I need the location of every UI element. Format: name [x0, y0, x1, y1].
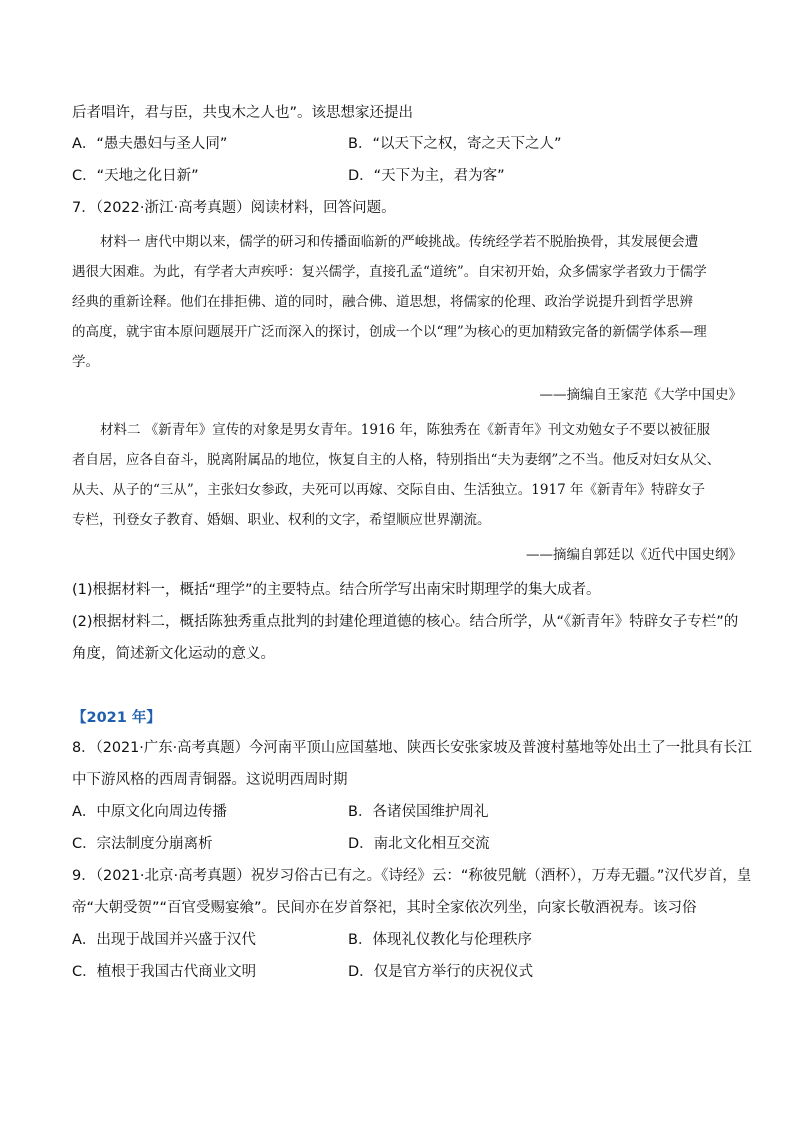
q7-sub-question-1: (1)根据材料一，概括“理学”的主要特点。结合所学写出南宋时期理学的集大成者。	[72, 582, 601, 598]
q7-material-1-source: ——摘编自王家范《大学中国史》	[539, 387, 742, 403]
q9-stem-line-2: 帝“大朝受贺”“百官受赐宴飨”。民间亦在岁首祭祀，其时全家依次列坐，向家长敬酒祝寿。该习俗	[72, 900, 697, 916]
q7-stem: 7．（2022·浙江·高考真题）阅读材料，回答问题。	[72, 200, 396, 216]
q9-option-b[interactable]: B．体现礼仪教化与伦理秩序	[348, 932, 532, 948]
q8-option-b[interactable]: B．各诸侯国维护周礼	[348, 804, 489, 820]
q8-option-c[interactable]: C．宗法制度分崩离析	[72, 836, 213, 852]
q8-option-d[interactable]: D．南北文化相互交流	[348, 836, 490, 852]
q9-stem-line-1: 9．（2021·北京·高考真题）祝岁习俗古已有之。《诗经》云：“称彼兕觥（酒杯），万寿无疆。”汉代岁首，皇	[72, 868, 752, 884]
q7-material-2-line-3: 从夫、从子的“三从”，主张妇女参政，夫死可以再嫁、交际自由、生活独立。1917 年《新青年》特辟女子	[72, 482, 705, 498]
q7-material-1-line-2: 遇很大困难。为此，有学者大声疾呼：复兴儒学，直接孔孟“道统”。自宋初开始，众多儒家学者致力于儒学	[72, 264, 707, 280]
q7-material-1-line-5: 学。	[72, 354, 99, 370]
q7-material-2-line-4: 专栏，刊登女子教育、婚姻、职业、权利的文字，希望顺应世界潮流。	[72, 512, 491, 528]
q6-option-a[interactable]: A．“愚夫愚妇与圣人同”	[72, 136, 228, 152]
q7-material-2-line-2: 者自居，应各自奋斗，脱离附属品的地位，恢复自主的人格，特别指出“夫为妻纲”之不当。他反对妇女从父、	[72, 452, 721, 468]
q8-stem-line-1: 8．（2021·广东·高考真题）今河南平顶山应国墓地、陕西长安张家坡及普渡村墓地等处出土了一批具有长江	[72, 740, 752, 756]
q6-option-b[interactable]: B．“以天下之权，寄之天下之人”	[348, 136, 562, 152]
section-year-2021: 【2021 年】	[72, 710, 161, 726]
q9-option-c[interactable]: C．植根于我国古代商业文明	[72, 964, 257, 980]
q7-material-1-line-3: 经典的重新诠释。他们在排拒佛、道的同时，融合佛、道思想，将儒家的伦理、政治学说提升到哲学思辨	[72, 294, 693, 310]
q7-sub-question-2-line-2: 角度，简述新文化运动的意义。	[72, 646, 275, 662]
q6-option-d[interactable]: D．“天下为主，君为客”	[348, 168, 505, 184]
q6-stem-continuation: 后者唱许，君与臣，共曳木之人也”。该思想家还提出	[72, 105, 414, 121]
q7-material-2-source: ——摘编自郭廷以《近代中国史纲》	[526, 547, 742, 563]
q6-option-c[interactable]: C．“天地之化日新”	[72, 168, 199, 184]
q8-option-a[interactable]: A．中原文化向周边传播	[72, 804, 227, 820]
q7-material-2-line-1: 材料二 《新青年》宣传的对象是男女青年。1916 年，陈独秀在《新青年》刊文劝勉女子不要以被征服	[100, 422, 710, 438]
q7-material-1-line-1: 材料一 唐代中期以来，儒学的研习和传播面临新的严峻挑战。传统经学若不脱胎换骨，其发展便会遭	[100, 234, 699, 250]
q8-stem-line-2: 中下游风格的西周青铜器。这说明西周时期	[72, 772, 348, 788]
q7-sub-question-2-line-1: (2)根据材料二，概括陈独秀重点批判的封建伦理道德的核心。结合所学，从“《新青年》特辟女子专栏”的	[72, 614, 739, 630]
q7-material-1-line-4: 的高度，就宇宙本原问题展开广泛而深入的探讨，创成一个以“理”为核心的更加精致完备的新儒学体系—理	[72, 324, 707, 340]
q9-option-a[interactable]: A．出现于战国并兴盛于汉代	[72, 932, 256, 948]
q9-option-d[interactable]: D．仅是官方举行的庆祝仪式	[348, 964, 534, 980]
